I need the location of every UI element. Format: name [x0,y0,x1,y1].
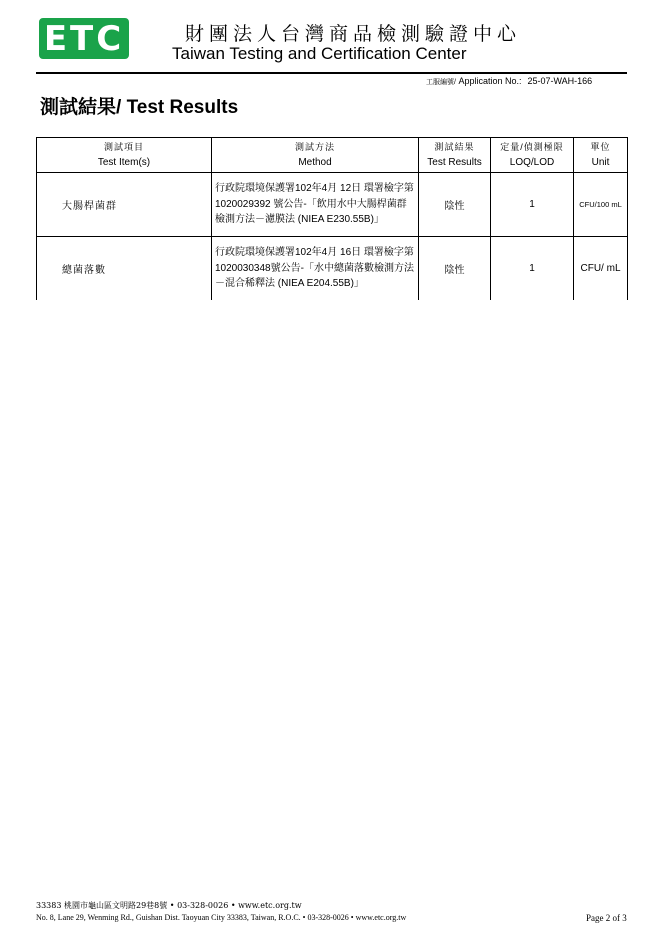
result-cell: 陰性 [419,173,491,237]
page-title-en: / Test Results [116,97,239,118]
header-divider [36,72,627,74]
application-label-en: Application No.: [455,76,522,86]
test-item-cell: 總菌落數 [37,237,212,300]
org-name-chinese: 財團法人台灣商品檢測驗證中心 [185,23,522,45]
table-header-row [37,138,628,173]
column-header-zh: 測試項目 [103,142,144,152]
unit-cell: CFU/ mL [574,237,628,300]
page-title [40,92,238,119]
loq-cell: 1 [491,173,574,237]
column-header-method [212,138,419,173]
footer-address-en: No. 8, Lane 29, Wenming Rd., Guishan Dist. Taoyuan City 33383, Taiwan, R.O.C. • 03-328-0026 • www.etc.org.tw [36,913,407,922]
column-header-zh: 單位 [590,142,611,152]
loq-cell: 1 [491,237,574,300]
table-row [37,237,628,300]
column-header-zh: 定量/偵測極限 [500,142,564,152]
test-results-table [36,137,628,300]
page-title-zh: 測試結果 [40,96,117,118]
result-cell: 陰性 [419,237,491,300]
method-cell: 行政院環境保護署102年4月 16日 環署檢字第1020030348號公告-「水中總菌落數檢測方法－混合稀釋法 (NIEA E204.55B)」 [212,237,419,300]
column-header-zh: 測試結果 [434,142,475,152]
table-row [37,173,628,237]
column-header-en: LOQ/LOD [509,157,555,168]
column-header-unit [574,138,628,173]
column-header-en: Test Results [427,157,482,168]
unit-cell: CFU/100 mL [574,173,628,237]
org-name-english: Taiwan Testing and Certification Center [172,44,467,63]
application-label-zh: 工服編號/ [426,79,456,86]
application-number [426,76,592,87]
application-number-value: 25-07-WAH-166 [527,76,593,86]
column-header-en: Unit [591,157,610,168]
footer-address-zh: 33383 桃園市龜山區文明路29巷8號 • 03-328-0026 • www.etc.org.tw [36,901,302,910]
test-item-cell: 大腸桿菌群 [37,173,212,237]
column-header-en: Method [298,157,332,168]
column-header-test-results [419,138,491,173]
column-header-en: Test Item(s) [97,157,151,168]
column-header-zh: 測試方法 [294,142,335,152]
etc-logo: ETC [39,18,129,59]
page-number: Page 2 of 3 [586,913,627,923]
method-cell: 行政院環境保護署102年4月 12日 環署檢字第 1020029392 號公告-「飲用水中大腸桿菌群檢測方法－濾膜法 (NIEA E230.55B)」 [212,173,419,237]
column-header-test-item [37,138,212,173]
column-header-loq-lod [491,138,574,173]
